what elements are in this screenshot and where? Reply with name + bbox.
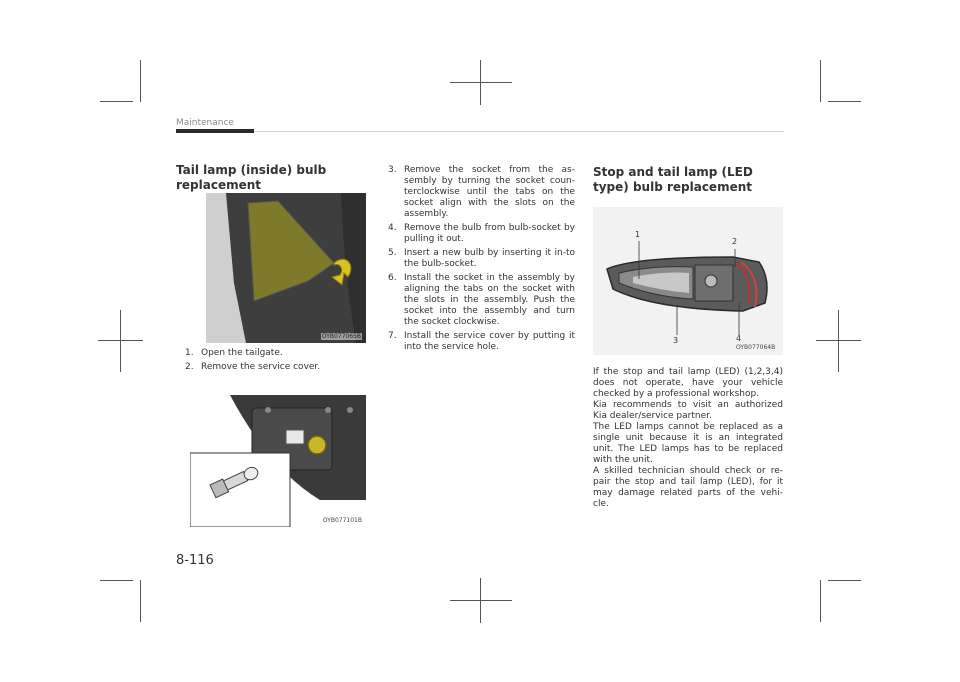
callout-3: 3 bbox=[673, 336, 679, 345]
list-item: 5. Insert a new bulb by inserting it in-to the bulb-socket. bbox=[388, 248, 575, 269]
list-item: 3. Remove the socket from the as-sembly by turning the socket coun-terclockwise until the tabs on the socket align with the slots on the assembly. bbox=[388, 165, 575, 219]
paragraph: A skilled technician should check or re-pair the stop and tail lamp (LED), for it may damage related parts of the vehi-cle. bbox=[593, 466, 783, 509]
figure-tail-lamp-inside bbox=[206, 193, 366, 343]
bulb-socket-illustration bbox=[190, 390, 366, 527]
figure3-code: OYB077064B bbox=[736, 344, 776, 351]
middle-steps-list bbox=[388, 165, 575, 356]
figure-stop-tail-lamp bbox=[593, 207, 783, 355]
paragraph: Kia recommends to visit an authorized Kia dealer/service partner. bbox=[593, 400, 783, 421]
paragraph: If the stop and tail lamp (LED) (1,2,3,4) does not operate, have your vehicle checked by a professional workshop. bbox=[593, 367, 783, 399]
right-body-text bbox=[593, 367, 783, 510]
list-item: 6. Install the socket in the assembly by aligning the tabs on the socket with the slots in the assembly. Push the socket into the assembly and turn the socket clockwise. bbox=[388, 273, 575, 327]
tailgate-service-cover-illustration bbox=[206, 193, 366, 343]
left-section-title: Tail lamp (inside) bulb replacement bbox=[176, 163, 327, 192]
section-header: Maintenance bbox=[176, 118, 234, 128]
list-item: 4. Remove the bulb from bulb-socket by pulling it out. bbox=[388, 223, 575, 244]
header-accent-bar bbox=[176, 129, 254, 133]
list-item: 1. Open the tailgate. bbox=[185, 348, 283, 358]
callout-4: 4 bbox=[736, 334, 742, 343]
figure-bulb-socket bbox=[190, 390, 366, 527]
callout-1: 1 bbox=[635, 230, 641, 239]
callout-2: 2 bbox=[732, 237, 738, 246]
list-item: 2. Remove the service cover. bbox=[185, 362, 321, 372]
led-tail-lamp-illustration bbox=[593, 207, 783, 355]
figure1-code: OYB077065B bbox=[321, 333, 361, 340]
figure2-code: OYB077101B bbox=[322, 517, 362, 524]
left-steps-list bbox=[185, 348, 370, 376]
list-item: 7. Install the service cover by putting it into the service hole. bbox=[388, 331, 575, 352]
paragraph: The LED lamps cannot be replaced as a single unit because it is an integrated unit. The LED lamps has to be replaced with the unit. bbox=[593, 422, 783, 465]
page-number: 8-116 bbox=[176, 553, 214, 568]
right-section-title: Stop and tail lamp (LED type) bulb replacement bbox=[593, 165, 753, 194]
header-rule bbox=[254, 131, 784, 132]
